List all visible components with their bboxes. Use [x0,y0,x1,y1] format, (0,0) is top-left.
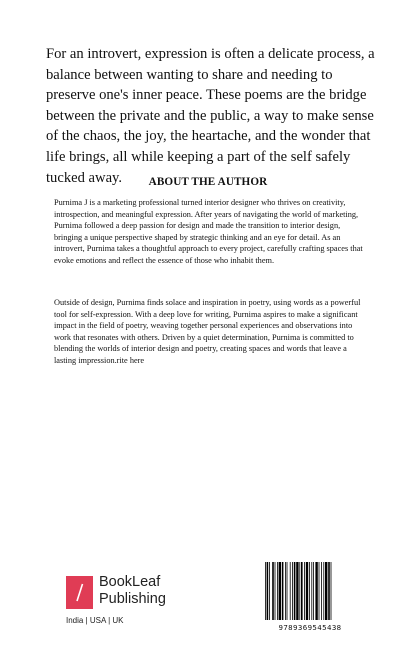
author-bio-paragraph-2: Outside of design, Purnima finds solace and inspiration in poetry, using words as a powerful tool for self-expression. With a deep love for writing, Purnima aspires to make a significant impact in the field of poetry, weaving together personal experiences and observations into work that resonates with others. Driven by a quiet determination, Purnima is committed to blending the worlds of interior design and poetry, creating spaces and words that leave a lasting impression.rite here [54,298,361,365]
barcode-bar [272,562,274,620]
barcode-bar [301,562,303,620]
barcode-bar [294,562,296,620]
barcode-bar [279,562,281,620]
barcode-bar [319,562,320,620]
barcode-bar [325,562,327,620]
slash-logo-icon [66,576,93,609]
publisher-regions: India | USA | UK [66,616,124,625]
publisher-logo [66,571,186,631]
barcode-bar [323,562,324,620]
barcode-bar [285,562,286,620]
barcode-bar [306,562,308,620]
barcode-bar [331,562,332,620]
barcode-bar [275,562,276,620]
isbn-number: 9789369545438 [278,623,342,632]
isbn-barcode [262,558,358,635]
publisher-name-line2: Publishing [99,591,166,607]
barcode-bar [269,562,270,620]
barcode-bar [287,562,288,620]
barcode-bar [304,562,305,620]
barcode-bar [299,562,300,620]
barcode-bar [290,562,291,620]
about-author-heading: ABOUT THE AUTHOR [148,176,268,188]
barcode-bar [321,562,322,620]
barcode-bar [282,562,284,620]
barcode-bar [296,562,298,620]
barcode-bar [292,562,293,620]
cover-blurb: For an introvert, expression is often a delicate process, a balance between wanting to share and needing to preserve one's inner peace. These poems are the bridge between the private and the public, a way to make sense of the chaos, the joy, the heartache, and the wonder that life brings, all while keeping a part of the self safely tucked away. [46,46,375,186]
publisher-name-line1: BookLeaf [99,574,161,590]
barcode-bar [309,562,310,620]
barcode-bar [267,562,269,620]
barcode-bar [313,562,314,620]
barcode-icon [264,562,356,622]
barcode-bar [328,562,330,620]
barcode-bar [315,562,317,620]
barcode-bar [311,562,312,620]
publisher-name [99,574,166,608]
barcode-bar [265,562,266,620]
barcode-bar [277,562,278,620]
author-bio-paragraph-1: Purnima J is a marketing professional turned interior designer who thrives on creativity, introspection, and meaningful expression. After years of navigating the world of marketing, Purnima followed a deep passion for design and made the transition to interior design, bringing a unique perspective shaped by strategic thinking and an eye for detail. As an introvert, Purnima takes a thoughtful approach to every project, carefully crafting spaces that evoke emotions and reflect the essence of those who inhabit them. [54,198,363,265]
